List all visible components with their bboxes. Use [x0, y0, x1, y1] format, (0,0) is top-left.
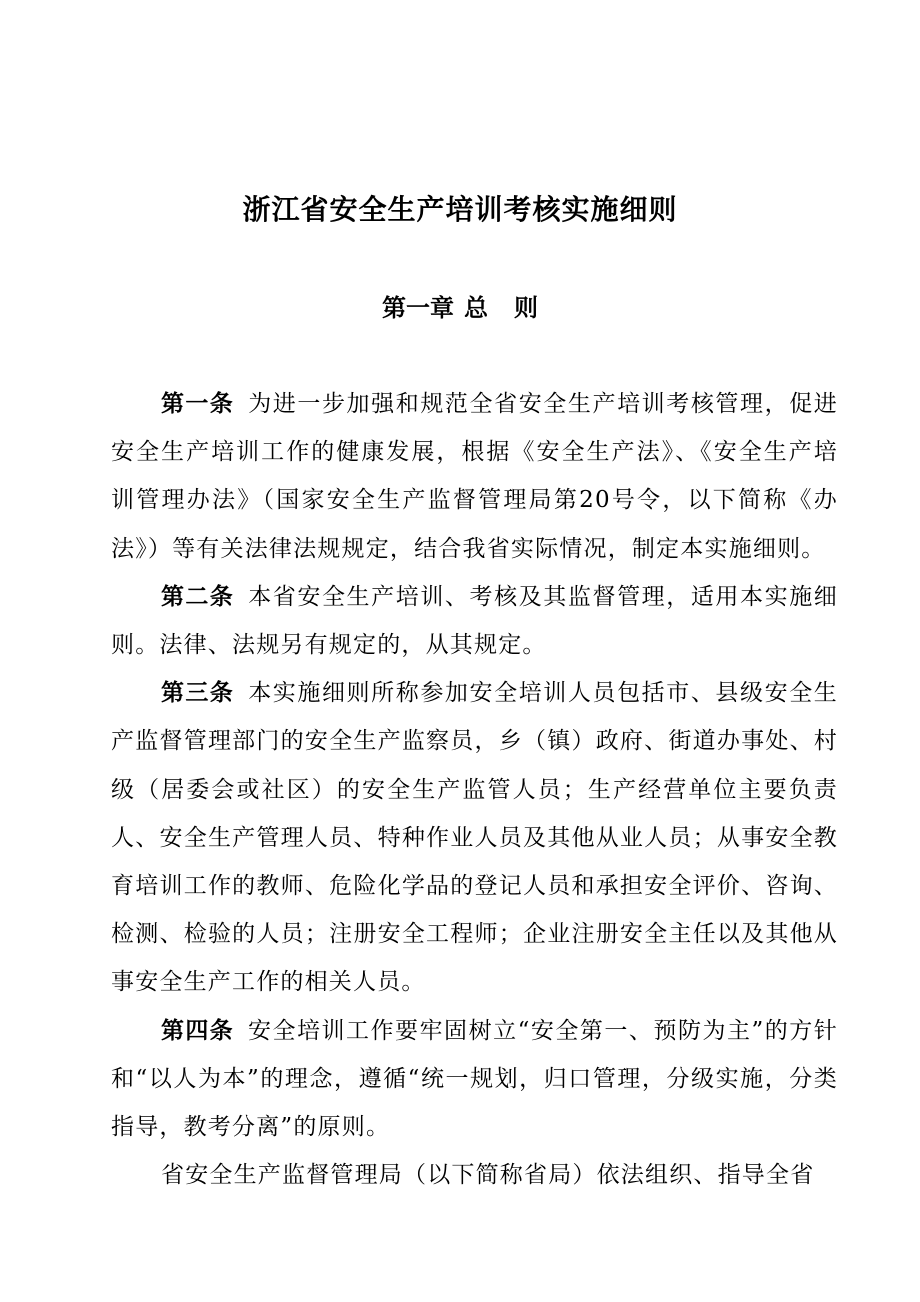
document-body — [111, 380, 838, 1199]
article-4 — [111, 1007, 838, 1152]
chapter-heading — [0, 284, 920, 332]
article-4-continuation — [111, 1151, 838, 1199]
document-title: 浙江省安全生产培训考核实施细则 — [242, 193, 678, 226]
chapter-name-part2: 则 — [514, 294, 538, 322]
chapter-number: 第一章 — [382, 294, 454, 322]
article-1-label: 第一条 — [161, 391, 235, 417]
chapter-name-part1: 总 — [464, 294, 488, 322]
article-4-label: 第四条 — [161, 1017, 234, 1044]
article-3-label: 第三条 — [161, 680, 235, 707]
article-2-text: 本省安全生产培训、考核及其监督管理，适用本实施细则。法律、法规另有规定的，从其规定。 — [111, 583, 838, 659]
article-3-text: 本实施细则所称参加安全培训人员包括市、县级安全生产监督管理部门的安全生产监察员，乡（镇）政府、街道办事处、村级（居委会或社区）的安全生产监管人员；生产经营单位主要负责人、安全生产管理人员、特种作业人员及其他从业人员；从事安全教育培训工作的教师、危险化学品的登记人员和承担安全评价、咨询、检测、检验的人员；注册安全工程师；企业注册安全主任以及其他从事安全生产工作的相关人员。 — [111, 680, 838, 996]
article-1 — [111, 380, 838, 573]
article-2 — [111, 573, 838, 669]
article-4-continuation-text: 省安全生产监督管理局（以下简称省局）依法组织、指导全省 — [161, 1162, 815, 1189]
article-3 — [111, 669, 838, 1006]
article-4-text: 安全培训工作要牢固树立“安全第一、预防为主”的方针和“以人为本”的理念，遵循“统一规划，归口管理，分级实施，分类指导，教考分离”的原则。 — [111, 1017, 838, 1141]
article-2-label: 第二条 — [161, 583, 235, 610]
article-1-text: 为进一步加强和规范全省安全生产培训考核管理，促进安全生产培训工作的健康发展，根据《安全生产法》、《安全生产培训管理办法》（国家安全生产监督管理局第20号令，以下简称《办法》）等有关法律法规规定，结合我省实际情况，制定本实施细则。 — [111, 391, 838, 562]
